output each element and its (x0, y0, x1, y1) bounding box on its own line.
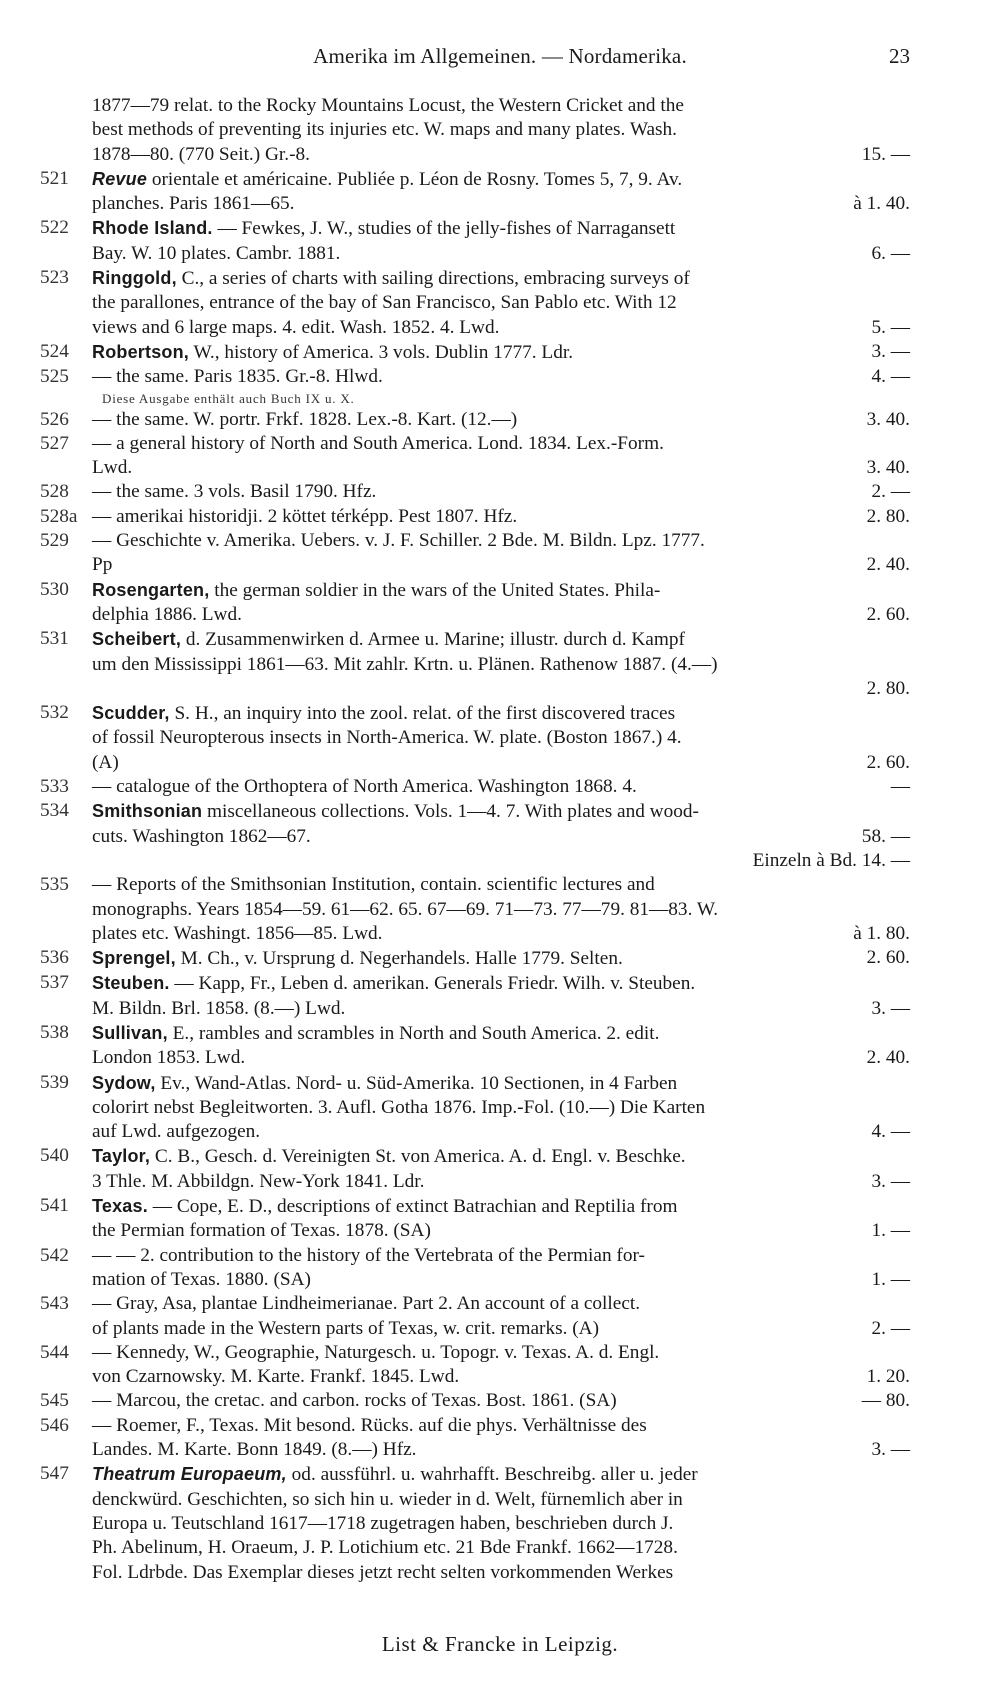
entry-last-line (92, 143, 910, 167)
entry-text: — Roemer, F., Texas. Mit besond. Rücks. auf die phys. Verhältnisse des (92, 1414, 647, 1436)
catalogue-entry (40, 1389, 910, 1413)
entry-heading (92, 1293, 640, 1314)
entry-price: à 1. 40. (853, 193, 910, 215)
entry-line: Lwd. (92, 457, 133, 479)
catalogue-entry (40, 94, 910, 167)
entry-last-line (92, 1365, 910, 1389)
entry-last-line (92, 1438, 910, 1462)
entry-heading (92, 1389, 617, 1413)
entry-first-line (92, 701, 910, 726)
entry-number: 542 (40, 1244, 69, 1266)
entry-first-line (92, 1194, 910, 1219)
entry-text: — Kennedy, W., Geographie, Naturgesch. u. Topogr. v. Texas. A. d. Engl. (92, 1341, 660, 1363)
entry-line: 1877—79 relat. to the Rocky Mountains Locust, the Western Cricket and the (92, 95, 684, 116)
entry-author: Smithsonian (92, 801, 203, 822)
entry-text: — Gray, Asa, plantae Lindheimerianae. Part 2. An account of a collect. (92, 1293, 641, 1315)
entry-first-line (92, 340, 910, 365)
entry-author: Theatrum Europaeum, (92, 1464, 287, 1485)
entry-line: (A) (92, 751, 119, 773)
entry-author: Revue (92, 168, 148, 189)
entry-first-line (92, 505, 910, 529)
entry-first-line (92, 365, 910, 389)
entry-price: — 80. (861, 1390, 910, 1412)
entry-heading (92, 1342, 659, 1363)
entry-number: 534 (40, 800, 69, 822)
catalogue-entry (40, 627, 910, 701)
entry-last-line (92, 825, 910, 849)
entry-author: Robertson, (92, 341, 190, 362)
entry-price: 1. — (871, 1220, 910, 1242)
catalogue-entry (40, 408, 910, 432)
entry-heading (92, 1073, 677, 1094)
catalogue-entry (40, 340, 910, 365)
entry-text: Ev., Wand-Atlas. Nord- u. Süd-Amerika. 10 Sectionen, in 4 Farben (155, 1072, 678, 1094)
entry-last-line (92, 1268, 910, 1292)
entry-number: 546 (40, 1414, 69, 1436)
entry-author: Scheibert, (92, 629, 182, 650)
entry-first-line (92, 1414, 910, 1438)
entry-text: od. aussführl. u. wahrhafft. Beschreibg. aller u. jeder (286, 1464, 698, 1486)
catalogue-entry (40, 1194, 910, 1244)
entry-number: 524 (40, 340, 69, 362)
entry-last-line (92, 922, 910, 946)
entry-line: Fol. Ldrbde. Das Exemplar dieses jetzt recht selten vorkommenden Werkes (92, 1561, 674, 1583)
entry-text: d. Zusammenwirken d. Armee u. Marine; illustr. durch d. Kampf (181, 629, 685, 651)
catalogue-entry (40, 432, 910, 481)
running-title: Amerika im Allgemeinen. — Nordamerika. (313, 44, 687, 68)
entry-line: auf Lwd. aufgezogen. (92, 1121, 261, 1143)
entry-text: miscellaneous collections. Vols. 1—4. 7. With plates and wood- (202, 801, 699, 823)
catalogue-entry (40, 799, 910, 873)
entry-number: 535 (40, 874, 69, 896)
entry-price: 1. 20. (866, 1366, 910, 1388)
catalogue-entry (40, 1462, 910, 1584)
entry-heading (92, 973, 695, 994)
catalogue-entry (40, 1414, 910, 1463)
entry-line: best methods of preventing its injuries etc. W. maps and many plates. Wash. (92, 119, 677, 141)
catalogue-entry (40, 1244, 910, 1293)
entry-number: 543 (40, 1293, 69, 1315)
catalogue-entry (40, 167, 910, 217)
entry-heading (92, 505, 517, 529)
entry-price: 58. — (861, 825, 910, 847)
entry-price: 2. — (871, 1317, 910, 1339)
entry-heading (92, 433, 664, 454)
page-header (90, 44, 910, 74)
entry-first-line (92, 480, 910, 504)
entry-first-line (92, 1341, 910, 1365)
entry-price: 3. — (871, 1170, 910, 1192)
entry-first-line (92, 627, 910, 652)
entry-first-line (92, 946, 910, 971)
entry-last-line (92, 1046, 910, 1070)
entry-number: 545 (40, 1390, 69, 1412)
entry-text: S. H., an inquiry into the zool. relat. of the first discovered traces (169, 703, 676, 725)
entry-line: planches. Paris 1861—65. (92, 193, 295, 215)
entry-line: Pp (92, 554, 113, 576)
entry-line: colorirt nebst Begleitworten. 3. Aufl. Gotha 1876. Imp.-Fol. (10.—) Die Karten (92, 1096, 706, 1118)
entry-number: 522 (40, 217, 69, 239)
entry-author: Scudder, (92, 703, 170, 724)
entry-text: — Reports of the Smithsonian Institution, contain. scientific lectures and (92, 874, 655, 896)
entry-last-line (92, 1317, 910, 1341)
entry-author: Texas. (92, 1196, 148, 1217)
page-number: 23 (889, 44, 910, 68)
entry-text: the german soldier in the wars of the United States. Phila- (209, 579, 661, 601)
entry-heading (92, 1146, 686, 1167)
entry-text: orientale et américaine. Publiée p. Léon de Rosny. Tomes 5, 7, 9. Av. (147, 168, 683, 190)
entry-heading (92, 1415, 647, 1436)
entry-line: of plants made in the Western parts of Texas, w. crit. remarks. (A) (92, 1317, 600, 1339)
entry-text: W., history of America. 3 vols. Dublin 1777. Ldr. (189, 341, 574, 363)
entry-author: Taylor, (92, 1146, 151, 1167)
entry-first-line (92, 1021, 910, 1046)
entry-author: Rhode Island. (92, 218, 213, 239)
catalogue-entry (40, 1071, 910, 1145)
entry-price: 4. — (871, 366, 910, 388)
entry-text: — the same. W. portr. Frkf. 1828. Lex.-8. Kart. (12.—) (92, 408, 518, 430)
entry-price-note: Einzeln à Bd. 14. — (752, 849, 910, 871)
entry-first-line (92, 432, 910, 456)
entry-price: 2. 80. (866, 505, 910, 527)
entry-first-line (92, 167, 910, 192)
entry-last-line (92, 242, 910, 266)
entry-author: Sullivan, (92, 1022, 168, 1043)
entry-price: 2. — (871, 481, 910, 503)
entry-heading (92, 1245, 645, 1266)
entry-heading (92, 530, 705, 551)
entry-line: Bay. W. 10 plates. Cambr. 1881. (92, 242, 341, 264)
catalogue-entry (40, 216, 910, 266)
entry-text: — the same. 3 vols. Basil 1790. Hfz. (92, 481, 377, 503)
entry-line: um den Mississippi 1861—63. Mit zahlr. Krtn. u. Plänen. Rathenow 1887. (4.—) (92, 653, 718, 675)
entry-heading (92, 365, 383, 389)
entry-last-line (92, 677, 910, 701)
entry-last-line (92, 751, 910, 775)
catalogue-listing (40, 94, 910, 1585)
entry-text: C. B., Gesch. d. Vereinigten St. von America. A. d. Engl. v. Beschke. (150, 1146, 686, 1168)
entry-price: 15. — (861, 143, 910, 165)
catalogue-entry (40, 1021, 910, 1071)
entry-line: 1878—80. (770 Seit.) Gr.-8. (92, 143, 310, 165)
entry-text: — the same. Paris 1835. Gr.-8. Hlwd. (92, 366, 383, 388)
entry-heading (92, 703, 675, 724)
entry-text: C., a series of charts with sailing directions, embracing surveys of (176, 268, 690, 290)
entry-line: Ph. Abelinum, H. Oraeum, J. P. Lotichium etc. 21 Bde Frankf. 1662—1728. (92, 1537, 678, 1559)
entry-text: M. Ch., v. Ursprung d. Negerhandels. Halle 1779. Selten. (175, 948, 623, 970)
entry-last-line (92, 603, 910, 627)
entry-first-line (92, 799, 910, 824)
entry-number: 537 (40, 972, 69, 994)
catalogue-entry (40, 701, 910, 775)
entry-number: 527 (40, 432, 69, 454)
entry-heading (92, 1196, 677, 1217)
entry-text: — a general history of North and South America. Lond. 1834. Lex.-Form. (92, 432, 664, 454)
entry-number: 538 (40, 1021, 69, 1043)
entry-last-line (92, 456, 910, 480)
page-footer: List & Francke in Leipzig. (381, 1632, 619, 1656)
catalogue-entry (40, 1341, 910, 1390)
entry-number: 533 (40, 776, 69, 798)
entry-first-line (92, 266, 910, 291)
entry-text: — Marcou, the cretac. and carbon. rocks of Texas. Bost. 1861. (SA) (92, 1390, 617, 1412)
entry-last-line (92, 192, 910, 216)
entry-price: 6. — (871, 242, 910, 264)
catalogue-entry (40, 365, 910, 389)
entry-first-line (92, 1144, 910, 1169)
entry-number: 523 (40, 267, 69, 289)
entry-number: 528 (40, 481, 69, 503)
entry-number: 528a (40, 505, 78, 527)
entry-last-line (92, 1170, 910, 1194)
entry-last-line (92, 316, 910, 340)
entry-price: 3. — (871, 1439, 910, 1461)
entry-heading (92, 946, 623, 971)
entry-number: 526 (40, 408, 69, 430)
catalogue-entry (40, 946, 910, 971)
entry-last-line (92, 997, 910, 1021)
catalogue-entry (40, 266, 910, 340)
entry-price: 2. 60. (866, 603, 910, 625)
entry-number: 539 (40, 1071, 69, 1093)
entry-line: the parallones, entrance of the bay of San Francisco, San Pablo etc. With 12 (92, 292, 677, 314)
entry-price: 3. — (871, 997, 910, 1019)
entry-heading (92, 629, 685, 650)
entry-last-line (92, 1120, 910, 1144)
entry-price: 4. — (871, 1121, 910, 1143)
entry-line: London 1853. Lwd. (92, 1047, 246, 1069)
entry-line: mation of Texas. 1880. (SA) (92, 1268, 311, 1290)
entry-line: cuts. Washington 1862—67. (92, 825, 311, 847)
entry-author: Sprengel, (92, 948, 176, 969)
entry-line: views and 6 large maps. 4. edit. Wash. 1852. 4. Lwd. (92, 316, 500, 338)
catalogue-entry (40, 480, 910, 504)
entry-text: — Geschichte v. Amerika. Uebers. v. J. F. Schiller. 2 Bde. M. Bildn. Lpz. 1777. (92, 530, 705, 552)
entry-heading (92, 775, 637, 799)
entry-line: monographs. Years 1854—59. 61—62. 65. 67—69. 71—73. 77—79. 81—83. W. (92, 898, 719, 920)
entry-heading (92, 169, 682, 190)
entry-text: E., rambles and scrambles in North and South America. 2. edit. (167, 1022, 660, 1044)
entry-last-line (92, 553, 910, 577)
entry-line: denckwürd. Geschichten, so sich hin u. wieder in d. Welt, fürnemlich aber in (92, 1488, 683, 1510)
entry-price: 5. — (871, 316, 910, 338)
entry-last-line (92, 1219, 910, 1243)
entry-line: plates etc. Washingt. 1856—85. Lwd. (92, 922, 383, 944)
catalogue-entry (40, 1292, 910, 1341)
entry-text: — Kapp, Fr., Leben d. amerikan. Generals Friedr. Wilh. v. Steuben. (169, 973, 696, 995)
catalogue-entry (40, 775, 910, 799)
entry-price: 1. — (871, 1268, 910, 1290)
entry-text: — — 2. contribution to the history of the Vertebrata of the Permian for- (92, 1244, 645, 1266)
entry-line: Landes. M. Karte. Bonn 1849. (8.—) Hfz. (92, 1439, 417, 1461)
entry-author: Ringgold, (92, 268, 177, 289)
entry-price: — (890, 776, 910, 798)
entry-first-line (92, 873, 910, 897)
entry-first-line (92, 1389, 910, 1413)
entry-note: Diese Ausgabe enthält auch Buch IX u. X. (102, 390, 355, 406)
entry-first-line (92, 1292, 910, 1316)
entry-number: 529 (40, 530, 69, 552)
entry-number: 540 (40, 1145, 69, 1167)
entry-line: delphia 1886. Lwd. (92, 603, 242, 625)
entry-text: — catalogue of the Orthoptera of North America. Washington 1868. 4. (92, 776, 637, 798)
entry-first-line (92, 775, 910, 799)
entry-heading (92, 874, 655, 895)
entry-text: — Cope, E. D., descriptions of extinct Batrachian and Reptilia from (147, 1196, 678, 1218)
entry-price: 2. 80. (866, 677, 910, 699)
entry-heading (92, 480, 376, 504)
entry-price: 2. 40. (866, 1047, 910, 1069)
entry-price: à 1. 80. (853, 922, 910, 944)
entry-line: the Permian formation of Texas. 1878. (SA) (92, 1220, 431, 1242)
entry-heading (92, 340, 573, 365)
catalogue-entry (40, 578, 910, 628)
entry-number: 530 (40, 578, 69, 600)
entry-first-line (92, 216, 910, 241)
entry-text: — Fewkes, J. W., studies of the jelly-fishes of Narragansett (212, 218, 676, 240)
entry-author: Steuben. (92, 973, 170, 994)
entry-number: 547 (40, 1463, 69, 1485)
entry-price: 3. 40. (866, 408, 910, 430)
entry-author: Rosengarten, (92, 579, 210, 600)
entry-number: 532 (40, 702, 69, 724)
entry-number: 521 (40, 167, 69, 189)
catalogue-entry (40, 505, 910, 529)
entry-line: M. Bildn. Brl. 1858. (8.—) Lwd. (92, 997, 346, 1019)
catalogue-entry (40, 529, 910, 578)
entry-number: 541 (40, 1195, 69, 1217)
entry-price: 3. 40. (866, 457, 910, 479)
catalogue-entry (40, 1144, 910, 1194)
entry-number: 531 (40, 628, 69, 650)
entry-first-line (92, 578, 910, 603)
entry-heading (92, 408, 517, 432)
entry-first-line (92, 971, 910, 996)
entry-heading (92, 580, 660, 601)
entry-first-line (92, 1071, 910, 1096)
entry-first-line (92, 408, 910, 432)
catalogue-entry (40, 873, 910, 946)
entry-line: von Czarnowsky. M. Karte. Frankf. 1845. Lwd. (92, 1366, 460, 1388)
entry-price: 3. — (871, 340, 910, 362)
entry-author: Sydow, (92, 1072, 156, 1093)
entry-number: 525 (40, 366, 69, 388)
entry-heading (92, 218, 675, 239)
entry-number: 536 (40, 947, 69, 969)
entry-heading (92, 801, 699, 822)
entry-line: of fossil Neuropterous insects in North-America. W. plate. (Boston 1867.) 4. (92, 727, 682, 749)
entry-heading (92, 1464, 698, 1485)
entry-price: 2. 60. (866, 751, 910, 773)
entry-first-line (92, 1244, 910, 1268)
entry-heading (92, 1023, 659, 1044)
entry-price: 2. 60. (866, 947, 910, 969)
catalogue-entry (40, 971, 910, 1021)
entry-line: 3 Thle. M. Abbildgn. New-York 1841. Ldr. (92, 1170, 425, 1192)
entry-line: Europa u. Teutschland 1617—1718 zugetragen haben, beschrieben durch J. (92, 1512, 674, 1534)
entry-number: 544 (40, 1341, 69, 1363)
entry-price: 2. 40. (866, 554, 910, 576)
entry-first-line (92, 529, 910, 553)
entry-heading (92, 268, 690, 289)
entry-text: — amerikai historidji. 2 köttet térképp. Pest 1807. Hfz. (92, 505, 518, 527)
entry-first-line (92, 1462, 910, 1487)
